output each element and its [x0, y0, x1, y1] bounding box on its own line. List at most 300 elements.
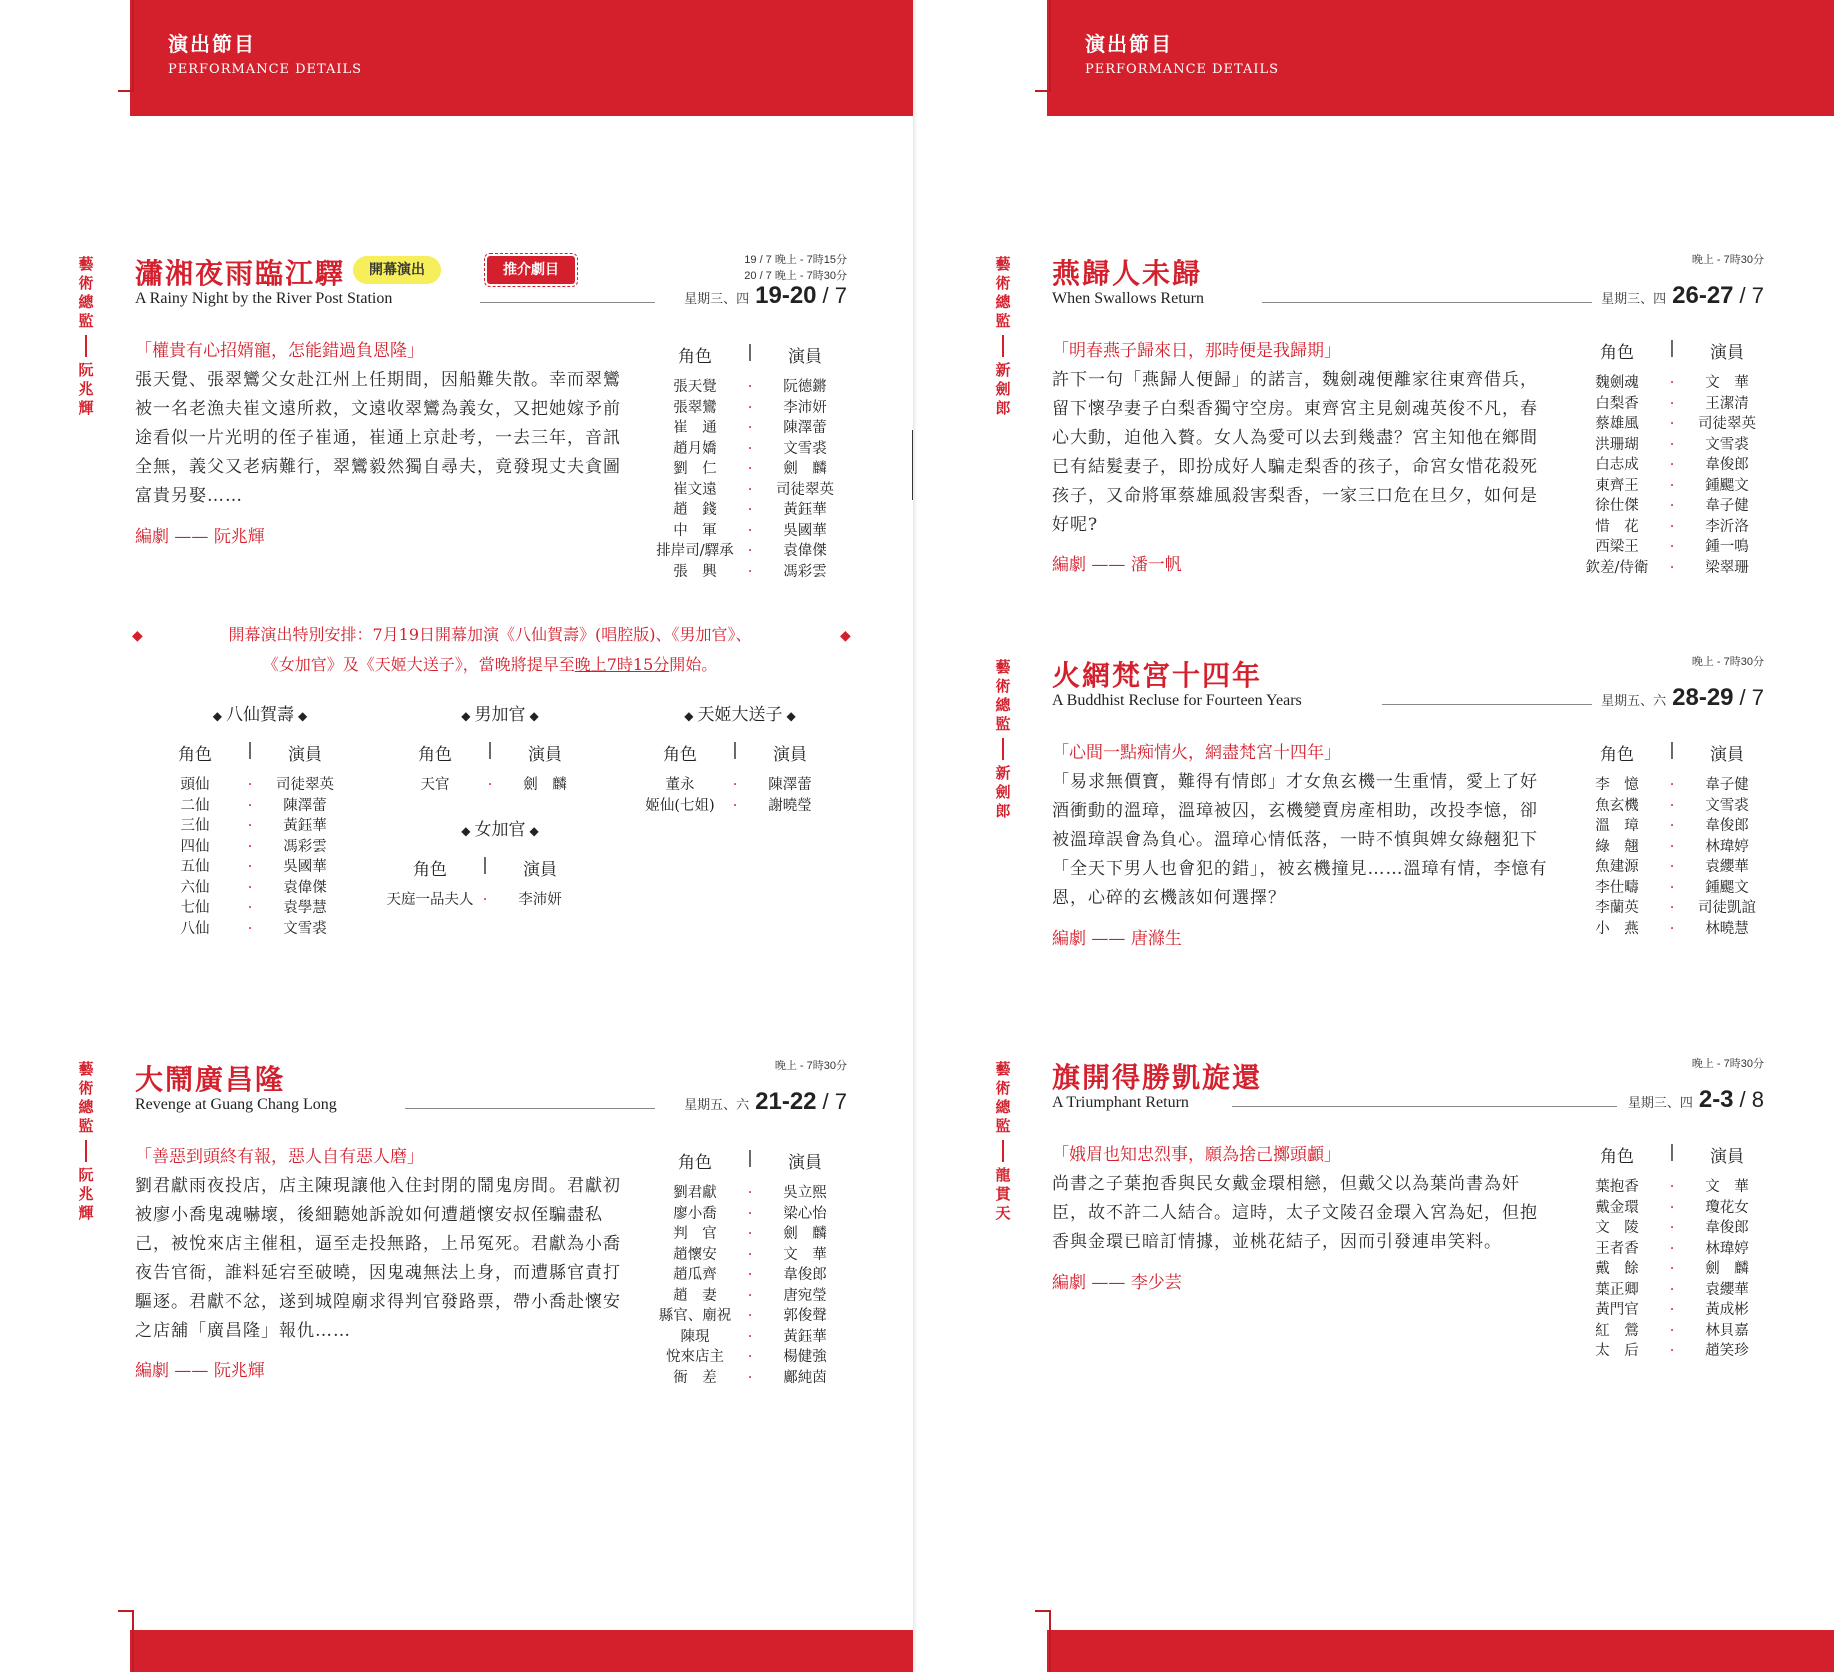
- date-range: 19-20: [755, 282, 817, 309]
- credit-prefix: 編劇: [1052, 1273, 1086, 1293]
- cast-header: [1572, 740, 1772, 765]
- bullet-icon: ·: [1669, 375, 1675, 391]
- cast-role: 西梁王: [1595, 539, 1639, 555]
- show-time: [744, 252, 847, 284]
- header-title-zh: 演出節目: [1085, 32, 1173, 56]
- footer-outline: [1035, 1610, 1051, 1672]
- cast-actor: 林瑋婷: [1705, 1240, 1749, 1257]
- cast-actor: 李沛妍: [783, 399, 827, 416]
- cast-header-role: 角色: [678, 347, 712, 367]
- bullet-icon: ·: [747, 522, 753, 539]
- show-dates: [1601, 684, 1764, 712]
- show-title-en: A Rainy Night by the River Post Station: [135, 290, 393, 307]
- time-line-1: 19 / 7 晚上 - 7時15分: [744, 254, 847, 266]
- cast-table: [650, 342, 850, 582]
- cast-row: [1572, 496, 1772, 517]
- cast-row: [635, 775, 835, 796]
- divider: [1002, 335, 1004, 357]
- cast-header-actor: 演員: [528, 745, 562, 765]
- director-label: [75, 1060, 97, 1223]
- cast-row: [1572, 394, 1772, 415]
- cast-row: [650, 1183, 850, 1204]
- bullet-icon: ·: [747, 420, 753, 436]
- cast-role: 天官: [420, 777, 450, 793]
- writer-name: 阮兆輝: [213, 527, 265, 547]
- cast-header-role: 角色: [413, 860, 447, 880]
- cast-role: 溫 璋: [1595, 818, 1639, 834]
- director-title: 藝術總監: [78, 1060, 94, 1135]
- diamond-icon: ◆: [212, 709, 222, 723]
- cast-actor: 吳國華: [783, 522, 827, 539]
- cast-table: [1572, 338, 1772, 578]
- cast-actor: 陳澤蕾: [768, 777, 812, 793]
- cast-row: [650, 1245, 850, 1266]
- show-title-en: Revenge at Guang Chang Long: [135, 1096, 337, 1113]
- cast-role: 劉君獻: [673, 1185, 717, 1201]
- cast-role: 二仙: [180, 797, 210, 814]
- show-title-en: A Triumphant Return: [1052, 1094, 1189, 1111]
- director-label: [992, 658, 1014, 821]
- writer-name: 阮兆輝: [213, 1361, 265, 1381]
- cast-actor: 李沛妍: [518, 892, 562, 908]
- show-dates: [1601, 282, 1764, 310]
- sub-show-title: [440, 815, 560, 840]
- director-label: [992, 1060, 1014, 1223]
- cast-actor: 韋俊郎: [1705, 818, 1749, 834]
- sub-title-text: 男加官: [474, 705, 526, 725]
- bullet-icon: ·: [247, 879, 253, 896]
- cast-role: 崔文遠: [673, 481, 717, 498]
- show-dates: [684, 1088, 847, 1116]
- cast-actor: 趙笑珍: [1705, 1343, 1749, 1359]
- cast-header-role: 角色: [663, 745, 697, 765]
- cast-row: [1572, 1239, 1772, 1260]
- bullet-icon: ·: [1669, 1199, 1675, 1216]
- bullet-icon: ·: [1669, 1179, 1675, 1195]
- cast-actor: 林貝嘉: [1705, 1322, 1749, 1339]
- cast-actor: 楊健強: [783, 1349, 827, 1365]
- cast-row: [1572, 878, 1772, 899]
- bullet-icon: ·: [747, 1185, 753, 1201]
- bullet-icon: ·: [747, 440, 753, 457]
- cast-role: 排岸司/驛承: [656, 543, 734, 559]
- director-name: 阮兆輝: [78, 1166, 94, 1222]
- cast-row: [1572, 898, 1772, 919]
- show-title-en: A Buddhist Recluse for Fourteen Years: [1052, 692, 1302, 709]
- cast-role: 陳現: [680, 1328, 710, 1345]
- cast-actor: 鍾颸文: [1705, 879, 1749, 896]
- cast-role: 洪珊瑚: [1595, 436, 1639, 453]
- bullet-icon: ·: [1669, 477, 1675, 494]
- writer-name: 潘一帆: [1130, 555, 1182, 575]
- cast-header-sep: |: [1669, 338, 1675, 358]
- show-time: [1692, 654, 1764, 670]
- cast-row: [385, 890, 585, 911]
- cast-row: [1572, 919, 1772, 940]
- cast-actor: 文 華: [1705, 375, 1749, 391]
- bullet-icon: ·: [247, 920, 253, 937]
- cast-row: [650, 1368, 850, 1389]
- cast-header-sep: |: [747, 342, 753, 362]
- show-3: [1052, 252, 1764, 592]
- cast-row: [1572, 1341, 1772, 1362]
- director-name: 阮兆輝: [78, 361, 94, 417]
- cast-role: 悅來店主: [666, 1349, 724, 1365]
- header-title-en: PERFORMANCE DETAILS: [1085, 62, 1280, 77]
- show-quote: 「權貴有心招婿寵，怎能錯過負恩隆」: [135, 341, 424, 361]
- bullet-icon: ·: [747, 399, 753, 416]
- page-header: [1047, 0, 1834, 116]
- sub-show-title: [665, 700, 815, 725]
- cast-header-sep: |: [247, 740, 253, 760]
- bullet-icon: ·: [247, 859, 253, 875]
- bullet-icon: ·: [482, 892, 488, 908]
- month: / 7: [1739, 283, 1764, 308]
- divider: [1002, 1140, 1004, 1162]
- show-quote: 「善惡到頭終有報，惡人自有惡人磨」: [135, 1147, 424, 1167]
- special-time: 晚上7時15分: [574, 655, 670, 674]
- bullet-icon: ·: [747, 1287, 753, 1304]
- bullet-icon: ·: [1669, 777, 1675, 793]
- writer-credit: 編劇 —— 唐滌生: [1052, 929, 1182, 949]
- cast-row: [1572, 775, 1772, 796]
- cast-header-role: 角色: [1600, 343, 1634, 363]
- cast-role: 趙月嬌: [673, 440, 717, 457]
- cast-row: [390, 775, 590, 796]
- cast-role: 綠 翹: [1595, 838, 1639, 855]
- show-synopsis: 張天覺、張翠鸞父女赴江州上任期間，因船難失散。幸而翠鸞被一名老漁夫崔文遠所救，文遠收翠鸞為義女，又把她嫁予前途看似一片光明的侄子崔通，崔通上京赴考，一去三年，音訊全無，義父又老病難行，翠鸞毅然獨自尋夫，竟發現丈夫貪圖富貴另娶……: [135, 370, 621, 506]
- cast-header-actor: 演員: [1710, 1147, 1744, 1167]
- cast-header-role: 角色: [678, 1153, 712, 1173]
- month: / 8: [1739, 1087, 1764, 1112]
- diamond-icon: ◆: [132, 628, 143, 644]
- weekday: 星期三、四: [684, 292, 750, 307]
- bullet-icon: ·: [1669, 1322, 1675, 1339]
- cast-row: [1572, 1300, 1772, 1321]
- cast-role: 趙 妻: [673, 1287, 717, 1304]
- writer-name: 唐滌生: [1130, 929, 1182, 949]
- bullet-icon: ·: [1669, 395, 1675, 412]
- cast-role: 紅 鶯: [1595, 1322, 1639, 1339]
- show-title-zh: 燕歸人未歸: [1052, 257, 1203, 290]
- sub-cast-table: [390, 740, 590, 796]
- cast-actor: 劍 麟: [523, 777, 567, 793]
- show-time: [1692, 252, 1764, 268]
- bullet-icon: ·: [747, 379, 753, 395]
- bullet-icon: ·: [1669, 879, 1675, 896]
- cast-actor: 阮德鏘: [783, 379, 827, 395]
- director-title: 藝術總監: [995, 658, 1011, 733]
- cast-actor: 文雪裘: [1705, 797, 1749, 814]
- bullet-icon: ·: [732, 797, 738, 814]
- cast-role: 太 后: [1595, 1343, 1639, 1359]
- cast-role: 蔡雄風: [1595, 416, 1639, 432]
- cast-row: [635, 796, 835, 817]
- show-quote: 「娥眉也知忠烈事，願為捨己擲頭顱」: [1052, 1145, 1341, 1165]
- cast-role: 張翠鸞: [673, 399, 717, 416]
- cast-actor: 劍 麟: [783, 461, 827, 477]
- cast-role: 白梨香: [1595, 395, 1639, 412]
- cast-role: 三仙: [180, 818, 210, 834]
- cast-actor: 李沂洛: [1705, 518, 1749, 535]
- divider: [85, 1140, 87, 1162]
- bullet-icon: ·: [747, 1205, 753, 1222]
- bullet-icon: ·: [747, 563, 753, 580]
- show-synopsis: 尚書之子葉抱香與民女戴金環相戀，但戴父以為葉尚書為奸臣，故不許二人結合。這時，太子文陵召金環入宮為妃，但抱香與金環已暗訂情據，並桃花結子，因而引發連串笑料。: [1052, 1174, 1538, 1252]
- header-title-en: PERFORMANCE DETAILS: [168, 62, 363, 77]
- cast-actor: 梁翠珊: [1705, 559, 1749, 576]
- cast-role: 魚建源: [1595, 859, 1639, 875]
- credit-prefix: 編劇: [135, 1361, 169, 1381]
- cast-role: 欽差/侍衛: [1585, 559, 1649, 576]
- cast-role: 董永: [665, 777, 695, 793]
- cast-actor: 林瑋婷: [1705, 838, 1749, 855]
- director-title: 藝術總監: [995, 1060, 1011, 1135]
- cast-role: 魏劍魂: [1595, 375, 1639, 391]
- cast-row: [1572, 816, 1772, 837]
- cast-row: [150, 898, 350, 919]
- cast-row: [650, 480, 850, 501]
- cast-row: [1572, 476, 1772, 497]
- cast-row: [150, 816, 350, 837]
- cast-header: [1572, 338, 1772, 363]
- cast-header-actor: 演員: [1710, 343, 1744, 363]
- director-name: 新劍郎: [995, 764, 1011, 820]
- cast-role: 趙 錢: [673, 502, 717, 518]
- cast-row: [150, 796, 350, 817]
- cast-row: [150, 878, 350, 899]
- cast-row: [650, 521, 850, 542]
- cast-row: [1572, 1259, 1772, 1280]
- cast-row: [1572, 1218, 1772, 1239]
- page-footer: [130, 1630, 920, 1672]
- cast-role: 五仙: [180, 859, 210, 875]
- header-title-zh: 演出節目: [168, 32, 256, 56]
- show-title-zh: 火網梵宮十四年: [1052, 659, 1263, 692]
- cast-role: 四仙: [180, 838, 210, 855]
- cast-actor: 司徒凱誼: [1698, 900, 1756, 916]
- footer-outline: [118, 1610, 134, 1672]
- month: / 7: [822, 1089, 847, 1114]
- cast-actor: 鄺純茵: [783, 1369, 827, 1386]
- cast-row: [1572, 558, 1772, 579]
- cast-header-role: 角色: [418, 745, 452, 765]
- bullet-icon: ·: [747, 1267, 753, 1283]
- show-title-zh: 旗開得勝凱旋還: [1052, 1061, 1263, 1094]
- cast-actor: 謝曉瑩: [768, 797, 812, 814]
- cast-actor: 鍾一鳴: [1705, 539, 1749, 555]
- diamond-icon: ◆: [840, 628, 851, 644]
- diamond-icon: ◆: [461, 824, 471, 838]
- bullet-icon: ·: [747, 461, 753, 477]
- director-label: [992, 255, 1014, 418]
- cast-header-role: 角色: [178, 745, 212, 765]
- cast-role: 李蘭英: [1595, 900, 1639, 916]
- cast-role: 東齊王: [1595, 477, 1639, 494]
- cast-actor: 袁纓華: [1705, 1281, 1749, 1298]
- cast-actor: 郭俊聲: [783, 1308, 827, 1324]
- show-quote: 「明春燕子歸來日，那時便是我歸期」: [1052, 341, 1341, 361]
- cast-actor: 陳澤蕾: [783, 420, 827, 436]
- cast-actor: 黃鈺華: [283, 818, 327, 834]
- date-range: 26-27: [1672, 282, 1734, 309]
- cast-row: [650, 541, 850, 562]
- cast-actor: 王潔清: [1705, 395, 1749, 412]
- cast-role: 中 軍: [673, 522, 717, 539]
- director-label: [75, 255, 97, 418]
- cast-row: [150, 775, 350, 796]
- bullet-icon: ·: [747, 543, 753, 559]
- cast-row: [1572, 857, 1772, 878]
- special-line-2: [150, 650, 830, 680]
- bullet-icon: ·: [1669, 436, 1675, 453]
- cast-row: [650, 1327, 850, 1348]
- writer-credit: 編劇 —— 李少芸: [1052, 1273, 1182, 1293]
- cast-role: 趙瓜齊: [673, 1267, 717, 1283]
- date-range: 28-29: [1672, 684, 1734, 711]
- cast-row: [150, 919, 350, 940]
- sub-cast-table: [635, 740, 835, 816]
- cast-actor: 文雪裘: [283, 920, 327, 937]
- sub-title-text: 八仙賀壽: [226, 705, 294, 725]
- cast-role: 惜 花: [1595, 518, 1639, 535]
- divider: [85, 335, 87, 357]
- credit-prefix: 編劇: [1052, 929, 1086, 949]
- cast-actor: 袁偉傑: [783, 543, 827, 559]
- cast-row: [650, 418, 850, 439]
- cast-actor: 袁纓華: [1705, 859, 1749, 875]
- cast-role: 縣官、廟祝: [658, 1308, 732, 1324]
- cast-row: [150, 857, 350, 878]
- bullet-icon: ·: [747, 1369, 753, 1386]
- cast-row: [150, 837, 350, 858]
- cast-row: [650, 1224, 850, 1245]
- cast-row: [1572, 796, 1772, 817]
- credit-prefix: 編劇: [135, 527, 169, 547]
- cast-actor: 韋俊郎: [1705, 1220, 1749, 1236]
- time-line-1: 晚上 - 7時30分: [1691, 1058, 1764, 1070]
- cast-actor: 袁學慧: [283, 900, 327, 916]
- bullet-icon: ·: [1669, 1240, 1675, 1257]
- title-rule: [1232, 1106, 1617, 1107]
- cast-row: [1572, 435, 1772, 456]
- month: / 7: [1739, 685, 1764, 710]
- cast-actor: 黃成彬: [1705, 1302, 1749, 1318]
- recommended-badge: 推介劇目: [487, 256, 575, 284]
- cast-role: 魚玄機: [1595, 797, 1639, 814]
- cast-actor: 馮彩雲: [783, 563, 827, 580]
- cast-role: 崔 通: [673, 420, 717, 436]
- cast-header: [650, 342, 850, 367]
- cast-actor: 司徒翠英: [776, 481, 834, 498]
- show-dates: [1628, 1086, 1764, 1114]
- cast-row: [650, 439, 850, 460]
- bullet-icon: ·: [1669, 1343, 1675, 1359]
- cast-role: 文 陵: [1595, 1220, 1639, 1236]
- bullet-icon: ·: [747, 1308, 753, 1324]
- divider: [1002, 738, 1004, 760]
- cast-header: [385, 855, 585, 880]
- cast-actor: 陳澤蕾: [283, 797, 327, 814]
- cast-role: 張天覺: [673, 379, 717, 395]
- director-name: 龍貫天: [995, 1166, 1011, 1222]
- bullet-icon: ·: [247, 900, 253, 916]
- bullet-icon: ·: [1669, 1281, 1675, 1298]
- cast-role: 小 燕: [1595, 920, 1639, 937]
- bullet-icon: ·: [1669, 1261, 1675, 1277]
- cast-header-role: 角色: [1600, 745, 1634, 765]
- cast-header-actor: 演員: [288, 745, 322, 765]
- title-rule: [1262, 302, 1592, 303]
- writer-credit: 編劇 —— 潘一帆: [1052, 555, 1182, 575]
- cast-row: [1572, 517, 1772, 538]
- cast-role: 八仙: [180, 920, 210, 937]
- cast-role: 趙懷安: [673, 1246, 717, 1263]
- show-dates: [684, 282, 847, 310]
- special-arrangement: [150, 620, 830, 680]
- time-line-2: 20 / 7 晚上 - 7時30分: [744, 270, 847, 282]
- cast-header: [150, 740, 350, 765]
- date-range: 2-3: [1698, 1086, 1734, 1113]
- cast-table: [1572, 1142, 1772, 1362]
- cast-actor: 劍 麟: [1705, 1261, 1749, 1277]
- cast-role: 六仙: [180, 879, 210, 896]
- sub-show-title: [440, 700, 560, 725]
- cast-header-sep: |: [747, 1148, 753, 1168]
- title-rule: [405, 1108, 655, 1109]
- cast-actor: 司徒翠英: [1698, 416, 1756, 432]
- cast-role: 王者香: [1595, 1240, 1639, 1257]
- show-title-zh: 瀟湘夜雨臨江驛: [135, 257, 346, 290]
- cast-role: 黃門官: [1595, 1302, 1639, 1318]
- bullet-icon: ·: [1669, 539, 1675, 555]
- diamond-icon: ◆: [529, 709, 539, 723]
- bullet-icon: ·: [247, 838, 253, 855]
- diamond-icon: ◆: [298, 709, 308, 723]
- show-title-zh: 大鬧廣昌隆: [135, 1063, 286, 1096]
- bullet-icon: ·: [1669, 920, 1675, 937]
- date-range: 21-22: [755, 1088, 817, 1115]
- cast-row: [650, 1265, 850, 1286]
- month: / 7: [822, 283, 847, 308]
- credit-prefix: 編劇: [1052, 555, 1086, 575]
- diamond-icon: ◆: [461, 709, 471, 723]
- diamond-icon: ◆: [529, 824, 539, 838]
- show-synopsis: 許下一句「燕歸人便歸」的諾言，魏劍魂便離家往東齊借兵，留下懷孕妻子白梨香獨守空房。東齊宮主見劍魂英俊不凡，春心大動，迫他入贅。女人為愛可以去到幾盡？宮主知他在鄉間已有結髮妻子，即扮成好人騙走梨香的孩子，命宮女惜花殺死孩子，又命將軍蔡雄風殺害梨香，一家三口危在旦夕，如何是好呢?: [1052, 370, 1538, 535]
- cast-role: 戴 餘: [1595, 1261, 1639, 1277]
- cast-table: [650, 1148, 850, 1388]
- cast-row: [650, 1286, 850, 1307]
- cast-header-role: 角色: [1600, 1147, 1634, 1167]
- cast-role: 天庭一品夫人: [386, 892, 474, 908]
- special-line-2c: 開始。: [669, 655, 718, 674]
- bullet-icon: ·: [747, 1226, 753, 1242]
- cast-row: [650, 459, 850, 480]
- bullet-icon: ·: [1669, 498, 1675, 514]
- bullet-icon: ·: [747, 502, 753, 518]
- show-2: [135, 1058, 847, 1388]
- show-synopsis: 「易求無價寶，難得有情郎」才女魚玄機一生重情，愛上了好酒衝動的溫璋，溫璋被囚，玄機變賣房產相助，改投李憶，卻被溫璋誤會為負心。溫璋心情低落，一時不慎與婢女綠翹犯下「全天下男人也會犯的錯」，被玄機撞見……溫璋有情，李憶有恩，心碎的玄機該如何選擇？: [1052, 772, 1548, 908]
- cast-actor: 吳立熙: [783, 1185, 827, 1201]
- show-1: [135, 252, 847, 592]
- cast-row: [1572, 1198, 1772, 1219]
- cast-role: 劉 仁: [673, 461, 717, 477]
- cast-row: [1572, 455, 1772, 476]
- special-line-1: 開幕演出特別安排：7月19日開幕加演《八仙賀壽》(唱腔版)、《男加官》、: [228, 625, 752, 644]
- bullet-icon: ·: [747, 481, 753, 498]
- cast-actor: 韋子健: [1705, 498, 1749, 514]
- bullet-icon: ·: [1669, 818, 1675, 834]
